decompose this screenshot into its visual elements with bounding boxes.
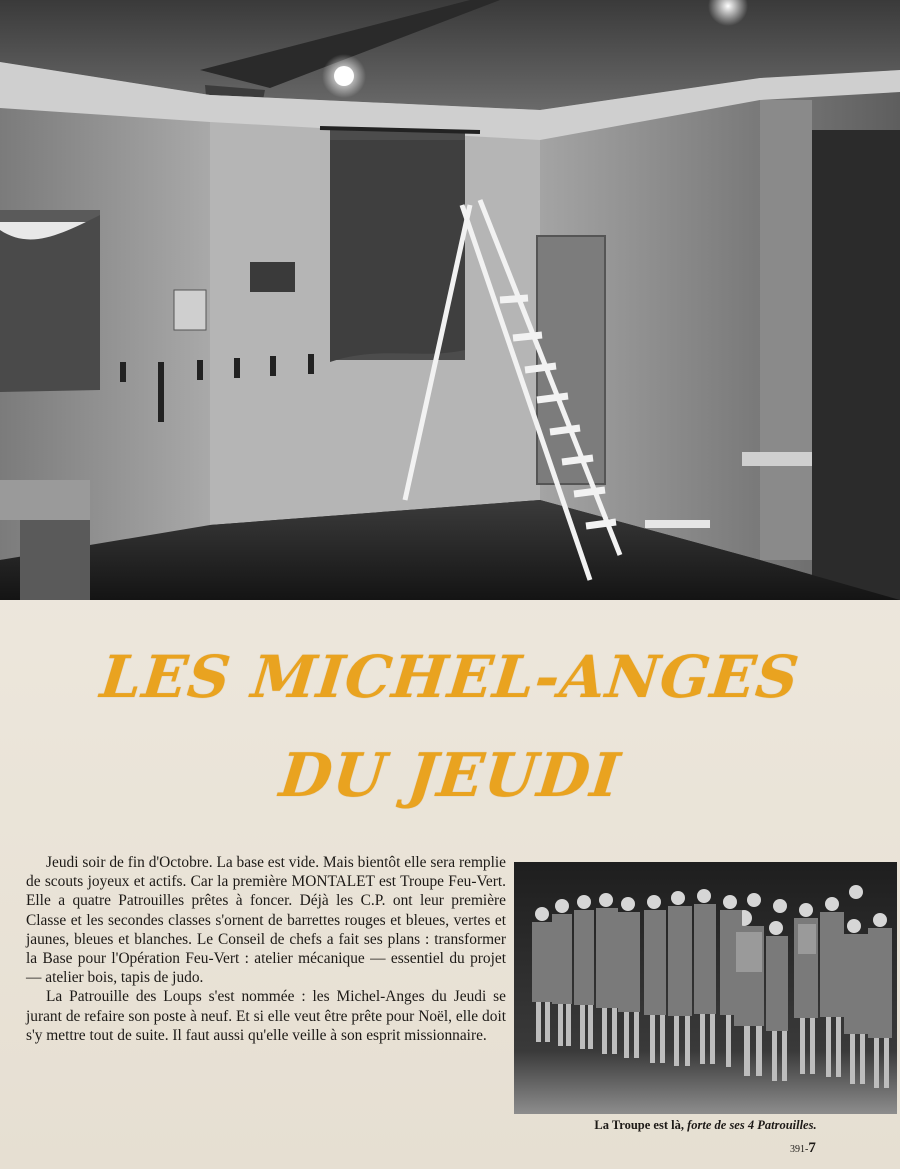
- page-digit: 7: [808, 1140, 816, 1156]
- page-number: [790, 1140, 816, 1157]
- article-title-line-1: LES MICHEL-ANGES: [97, 643, 803, 711]
- caption-prefix: La Troupe est là,: [594, 1118, 684, 1132]
- photo-caption: [514, 1118, 897, 1133]
- caption-rest: forte de ses 4 Patrouilles.: [683, 1118, 817, 1132]
- article-body: [26, 853, 506, 1045]
- scout-troop-photo: [514, 862, 897, 1114]
- article-paragraph: La Patrouille des Loups s'est nommée : les Michel-Anges du Jeudi se jurant de refaire son poste à neuf. Et si elle veut être prête pour Noël, elle doit s'y mettre tout de suite. Il faut aussi qu'elle veille à son esprit missionnaire.: [26, 988, 506, 1044]
- article-title-line-2: DU JEUDI: [276, 741, 624, 811]
- issue-number: 391-: [790, 1144, 809, 1155]
- article-paragraph: Jeudi soir de fin d'Octobre. La base est vide. Mais bientôt elle sera remplie de scouts joyeux et actifs. Car la première MONTALET est Troupe Feu-Vert. Elle a quatre Patrouilles prêtes à foncer. Déjà les C.P. ont leur première Classe et les secondes classes s'ornent de barrettes rouges et bleues, vertes et jaunes, bleues et blanches. Le Conseil de chefs a fait ses plans : transformer la Base pour l'Opération Feu-Vert : atelier mécanique — essentiel du projet — atelier bois, tapis de judo.: [26, 854, 506, 987]
